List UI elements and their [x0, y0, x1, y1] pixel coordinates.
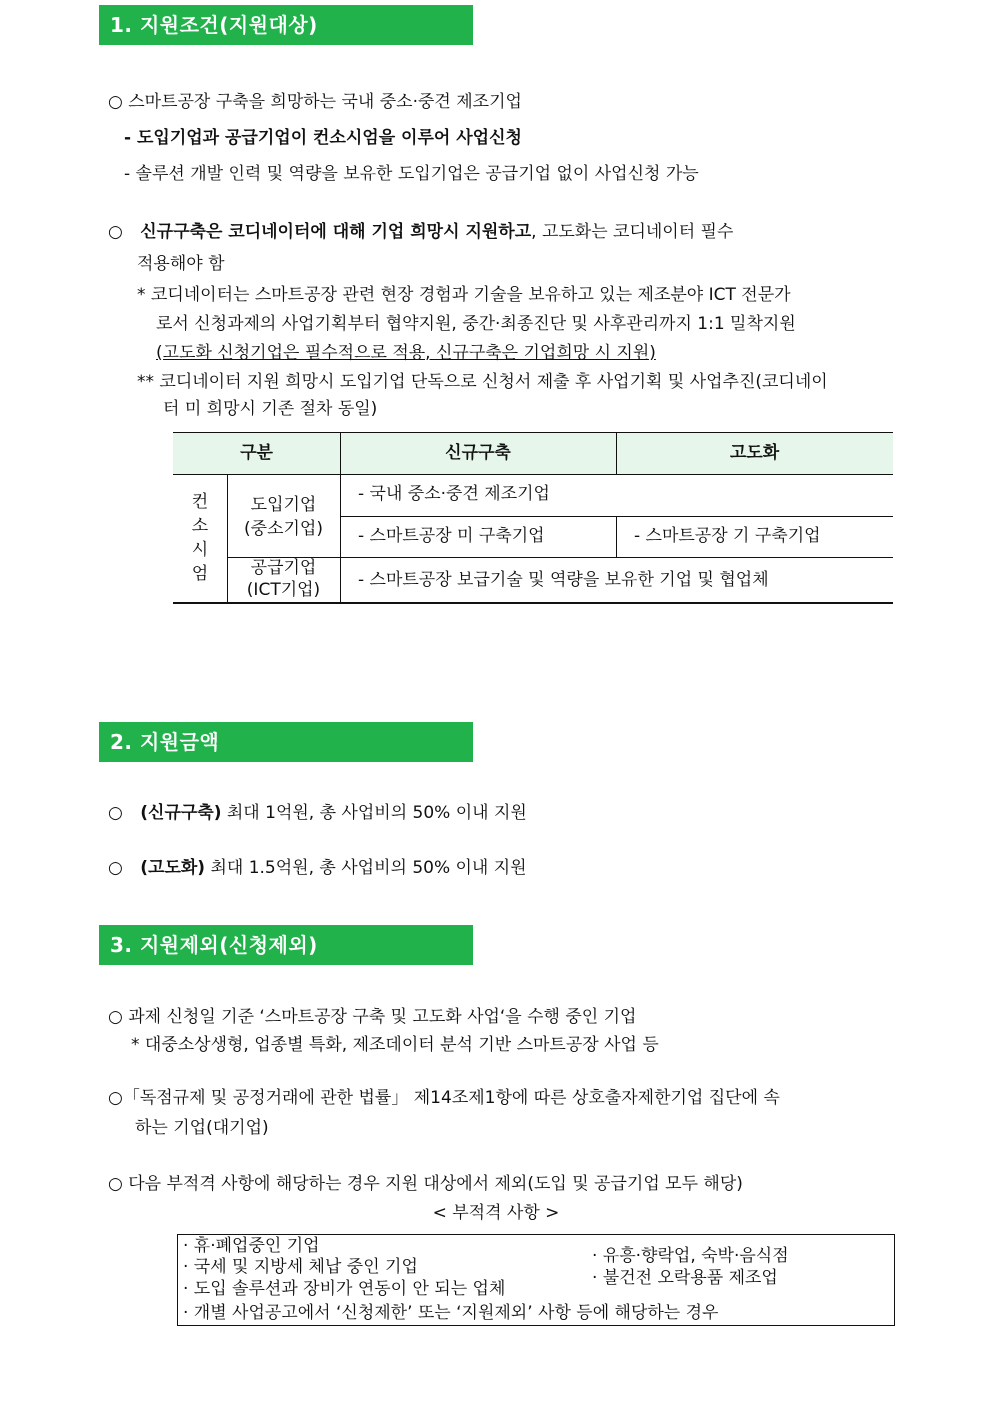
s1-note-2-line-2: 터 미 희망시 기존 절차 동일) — [163, 399, 378, 419]
box-item: · 국세 및 지방세 체납 중인 기업 — [183, 1257, 418, 1277]
s3-bullet-2-line-1: ○「독점규제 및 공정거래에 관한 법률」 제14조제1항에 따른 상호출자제한기업 집단에 속 — [108, 1088, 780, 1108]
s1-note-1-line-1: * 코디네이터는 스마트공장 관련 현장 경험과 기술을 보유하고 있는 제조분야 ICT 전문가 — [137, 285, 791, 305]
bullet-mark: ○ — [108, 858, 123, 878]
adopt-label-line: (중소기업) — [244, 519, 323, 539]
s1-bullet-1-sub-2: - 솔루션 개발 인력 및 역량을 보유한 도입기업은 공급기업 없이 사업신청 가능 — [124, 164, 699, 184]
table-border — [173, 474, 893, 475]
s1-bullet-2-line-2: 적용해야 함 — [137, 254, 225, 274]
consortium-char: 시 — [191, 540, 209, 560]
s1-note-1-line-3: (고도화 신청기업은 필수적으로 적용, 신규구축은 기업희망 시 지원) — [156, 343, 656, 363]
table-consortium-label — [173, 490, 227, 586]
table-row-2-advanced: - 스마트공장 기 구축기업 — [634, 526, 821, 546]
section-1-header: 1. 지원조건(지원대상) — [99, 5, 473, 45]
s1-note-2-line-1: ** 코디네이터 지원 희망시 도입기업 단독으로 신청서 제출 후 사업기획 및 사업추진(코디네이 — [137, 372, 828, 392]
s3-bullet-3: ○ 다음 부적격 사항에 해당하는 경우 지원 대상에서 제외(도입 및 공급기업 모두 해당) — [108, 1174, 743, 1194]
table-border — [616, 516, 617, 557]
bullet-mark: ○ — [108, 222, 123, 242]
s3-bullet-2-line-2: 하는 기업(대기업) — [135, 1118, 269, 1138]
s1-bullet-2-bold: 신규구축은 코디네이터에 대해 기업 희망시 지원하고 — [140, 222, 532, 242]
table-bottom-border — [173, 602, 893, 604]
consortium-char: 엄 — [191, 564, 209, 584]
box-title: < 부적격 사항 > — [432, 1203, 560, 1223]
table-top-border — [173, 432, 893, 433]
consortium-char: 컨 — [191, 492, 209, 512]
section-2-header: 2. 지원금액 — [99, 722, 473, 762]
box-item: · 유흥·향락업, 숙박·음식점 — [592, 1246, 789, 1266]
table-row-2-new: - 스마트공장 미 구축기업 — [358, 526, 545, 546]
supply-label-line: 공급기업 — [250, 558, 317, 578]
s2-bullet-1-bold: (신규구축) — [140, 803, 222, 823]
bullet-mark: ○ — [108, 803, 123, 823]
box-item: · 도입 솔루션과 장비가 연동이 안 되는 업체 — [183, 1279, 506, 1299]
table-row-3-text: - 스마트공장 보급기술 및 역량을 보유한 기업 및 협업체 — [358, 570, 769, 590]
box-item: · 휴·폐업중인 기업 — [183, 1236, 320, 1256]
adopt-label-line: 도입기업 — [250, 495, 317, 515]
box-item: · 개별 사업공고에서 ‘신청제한’ 또는 ‘지원제외’ 사항 등에 해당하는 경우 — [183, 1303, 719, 1323]
s2-bullet-1 — [108, 802, 527, 824]
s2-bullet-2-bold: (고도화) — [140, 858, 206, 878]
s2-bullet-2 — [108, 857, 527, 879]
s1-bullet-1-sub-1: - 도입기업과 공급기업이 컨소시엄을 이루어 사업신청 — [124, 128, 522, 148]
table-supply-label — [227, 557, 340, 601]
s2-bullet-1-rest: 최대 1억원, 총 사업비의 50% 이내 지원 — [221, 803, 527, 823]
table-header-gubun: 구분 — [240, 443, 273, 463]
ineligible-box — [177, 1234, 895, 1326]
supply-label-line: (ICT기업) — [246, 580, 321, 600]
table-adopt-label — [227, 493, 340, 541]
s2-bullet-2-rest: 최대 1.5억원, 총 사업비의 50% 이내 지원 — [205, 858, 527, 878]
table-row-1-text: - 국내 중소·중견 제조기업 — [358, 484, 550, 504]
s3-bullet-1: ○ 과제 신청일 기준 ‘스마트공장 구축 및 고도화 사업‘을 수행 중인 기업 — [108, 1007, 637, 1027]
s1-bullet-2 — [108, 221, 898, 243]
s1-bullet-1: ○ 스마트공장 구축을 희망하는 국내 중소·중견 제조기업 — [108, 92, 522, 112]
s3-bullet-1-note: * 대중소상생형, 업종별 특화, 제조데이터 분석 기반 스마트공장 사업 등 — [131, 1035, 659, 1055]
table-header-new: 신규구축 — [445, 443, 511, 463]
table-header-advanced: 고도화 — [729, 443, 780, 463]
s1-note-1-line-2: 로서 신청과제의 사업기획부터 협약지원, 중간·최종진단 및 사후관리까지 1:1 밀착지원 — [156, 314, 796, 334]
consortium-char: 소 — [191, 516, 209, 536]
box-item: · 불건전 오락용품 제조업 — [592, 1268, 778, 1288]
s1-bullet-2-rest: , 고도화는 코디네이터 필수 — [531, 222, 734, 242]
section-3-header: 3. 지원제외(신청제외) — [99, 925, 473, 965]
